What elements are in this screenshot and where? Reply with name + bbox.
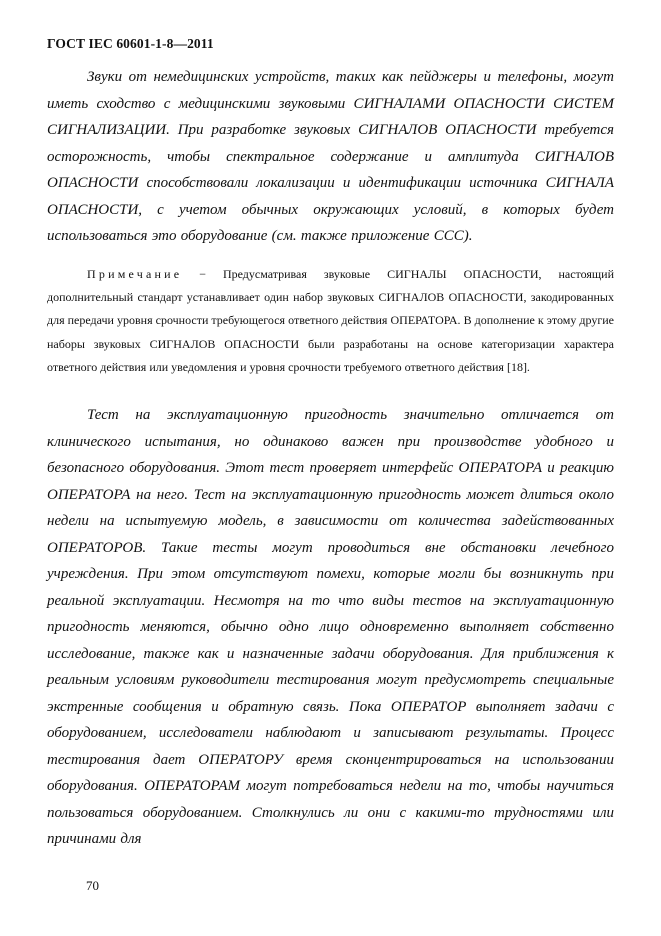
paragraph-sounds-from-nonmedical-devices: Звуки от немедицинских устройств, таких как пейджеры и телефоны, могут иметь сходство с медицинскими звуковыми СИГНАЛАМИ ОПАСНОСТИ СИСТЕМ СИГНАЛИЗАЦИИ. При разработке звуковых СИГНАЛОВ ОПАСНОСТИ требуется осторожность, чтобы спектральное содержание и амплитуда СИГНАЛОВ ОПАСНОСТИ способствовали локализации и идентификации источника СИГНАЛА ОПАСНОСТИ, с учетом обычных окружающих условий, в которых будет использоваться это оборудование (см. также приложение ССС). [47, 69, 614, 244]
standard-header: ГОСТ IEC 60601-1-8—2011 [47, 36, 214, 51]
page-number: 70 [86, 878, 99, 893]
note-label: Примечание [87, 267, 183, 281]
paragraph-usability-test: Тест на эксплуатационную пригодность значительно отличается от клинического испытания, но одинаково важен при производстве удобного и безопасного оборудования. Этот тест проверяет интерфейс ОПЕРАТОРА и реакцию ОПЕРАТОРА на него. Тест на эксплуатационную пригодность может длиться около недели на испытуемую модель, в зависимости от количества задействованных ОПЕРАТОРОВ. Такие тесты могут проводиться вне обстановки лечебного учреждения. При этом отсутствуют помехи, которые могли бы возникнуть при реальной эксплуатации. Несмотря на то что виды тестов на эксплуатационную пригодность меняются, обычно одно лицо одновременно выполняет собственно исследование, также как и назначенные задачи оборудования. Для приближения к реальным условиям руководители тестирования могут предусмотреть специальные экстренные сообщения и обратную связь. Пока ОПЕРАТОР выполняет задачи с оборудованием, исследователи наблюдают и записывают результаты. Процесс тестирования дает ОПЕРАТОРУ время сконцентрироваться на использовании оборудования. ОПЕРАТОРАМ могут потребоваться недели на то, чтобы научиться пользоваться оборудованием. Столкнулись ли они с какими-то трудностями или причинами для [47, 407, 614, 847]
note-block [47, 263, 614, 379]
note-text: − Предусматривая звуковые СИГНАЛЫ ОПАСНОСТИ, настоящий дополнительный стандарт устанавливает один набор звуковых СИГНАЛОВ ОПАСНОСТИ, закодированных для передачи уровня срочности требующегося ответного действия ОПЕРАТОРА. В дополнение к этому другие наборы звуковых СИГНАЛОВ ОПАСНОСТИ были разработаны на основе категоризации характера ответного действия или уведомления и уровня срочности требуемого ответного действия [18]. [47, 267, 614, 374]
